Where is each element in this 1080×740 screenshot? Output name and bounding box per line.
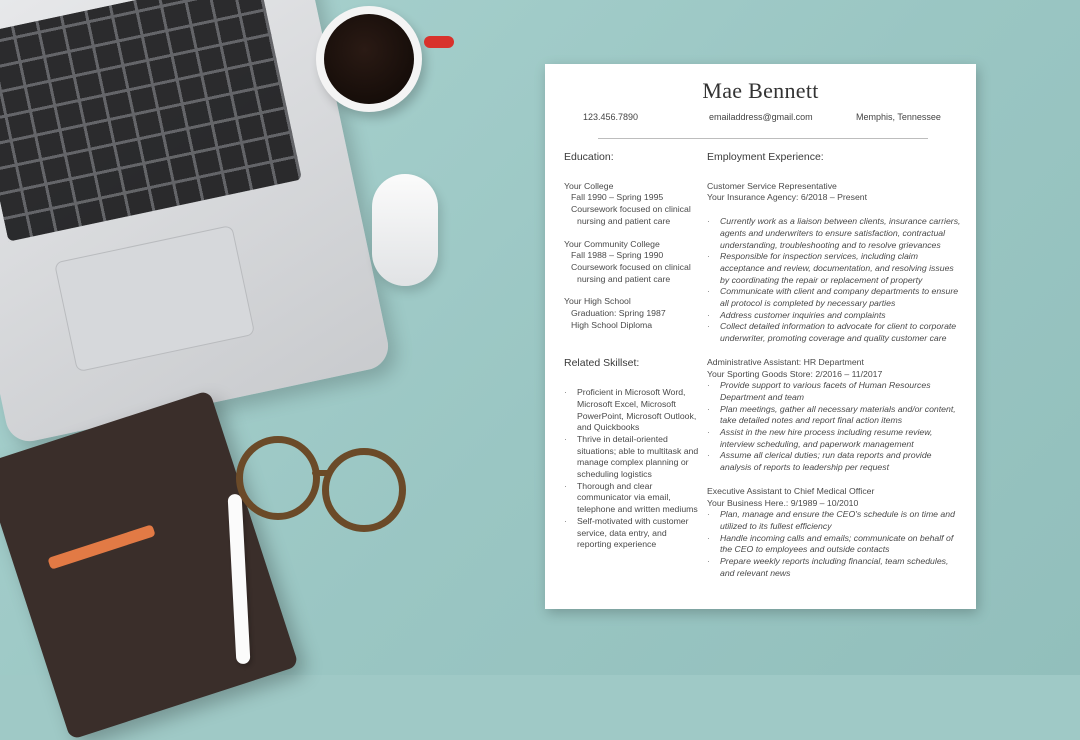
job-bullets: [707, 380, 963, 474]
glasses-bridge: [312, 470, 330, 476]
job-entry: [707, 357, 963, 474]
school-dates: Fall 1990 – Spring 1995: [571, 192, 664, 203]
right-column: [707, 152, 963, 592]
job-bullet: · Plan meetings, gather all necessary materials and/or content, take detailed notes and report final action items: [707, 404, 963, 427]
school-note: nursing and patient care: [577, 215, 671, 226]
job-bullet: · Handle incoming calls and emails; communicate on behalf of the CEO to employees and outside contacts: [707, 533, 963, 556]
skill-item: · Thrive in detail-oriented situations; able to multitask and manage complex planning or scheduling logistics: [564, 434, 699, 481]
job-bullets: [707, 509, 963, 579]
resume-name: Mae Bennett: [702, 78, 819, 103]
resume-email: emailaddress@gmail.com: [709, 112, 813, 122]
header-divider: [598, 138, 928, 139]
school-dates: Graduation: Spring 1987: [571, 308, 666, 319]
job-company: Your Business Here.: 9/1989 – 10/2010: [707, 497, 859, 508]
job-bullets: [707, 216, 963, 345]
school-note: nursing and patient care: [577, 273, 671, 284]
job-bullet: · Collect detailed information to advocate for client to corporate underwriter, promoting coverage and quality customer care: [707, 321, 963, 344]
job-company: Your Insurance Agency: 6/2018 – Present: [707, 192, 868, 203]
school-note: High School Diploma: [571, 319, 653, 330]
mouse-image: [372, 174, 438, 286]
left-column: [564, 152, 699, 551]
education-entry: [564, 181, 699, 228]
job-bullet: · Assist in the new hire process including resume review, interview scheduling, and paperwork management: [707, 427, 963, 450]
job-bullet: · Address customer inquiries and complaints: [707, 310, 963, 322]
job-entry: [707, 181, 963, 345]
school-name: Your Community College: [564, 238, 660, 249]
job-bullet: · Provide support to various facets of Human Resources Department and team: [707, 380, 963, 403]
school-note: Coursework focused on clinical: [571, 261, 691, 272]
skill-item: · Self-motivated with customer service, data entry, and reporting experience: [564, 516, 699, 551]
coffee: [324, 14, 414, 104]
glasses-right-lens: [322, 448, 406, 532]
education-heading: Education:: [564, 151, 614, 163]
resume-location: Memphis, Tennessee: [856, 112, 941, 122]
job-bullet: · Responsible for inspection services, including claim acceptance and review, documentation, and resolving issues by coordinating the repair or replacement of property: [707, 251, 963, 286]
job-bullet: · Assume all clerical duties; run data reports and provide analysis of reports to leadership per request: [707, 450, 963, 473]
job-company: Your Sporting Goods Store: 2/2016 – 11/2017: [707, 368, 883, 379]
coffee-cup-image: [316, 6, 422, 112]
job-bullet: · Prepare weekly reports including financial, team schedules, and relevant news: [707, 556, 963, 579]
job-title: Administrative Assistant: HR Department: [707, 356, 864, 367]
laptop-keyboard: [0, 0, 302, 242]
glasses-left-lens: [236, 436, 320, 520]
job-title: Executive Assistant to Chief Medical Officer: [707, 485, 875, 496]
resume-phone: 123.456.7890: [583, 112, 639, 122]
school-dates: Fall 1988 – Spring 1990: [571, 250, 664, 261]
job-bullet: · Communicate with client and company departments to ensure all protocol is completed by necessary parties: [707, 286, 963, 309]
laptop-trackpad: [54, 225, 255, 372]
skills-list: [564, 387, 699, 551]
notebook-band: [47, 524, 155, 569]
school-name: Your High School: [564, 296, 631, 307]
experience-heading: Employment Experience:: [707, 151, 824, 163]
skills-heading: Related Skillset:: [564, 357, 640, 370]
resume-document: [545, 64, 976, 609]
school-note: Coursework focused on clinical: [571, 204, 691, 215]
cup-handle: [424, 36, 454, 48]
school-name: Your College: [564, 180, 614, 191]
job-title: Customer Service Representative: [707, 180, 837, 191]
skill-item: · Thorough and clear communicator via email, telephone and written mediums: [564, 481, 699, 516]
job-entry: [707, 486, 963, 580]
job-bullet: · Plan, manage and ensure the CEO's schedule is on time and utilized to its fullest efficiency: [707, 509, 963, 532]
education-entry: [564, 239, 699, 286]
education-entry: [564, 296, 699, 331]
skill-item: · Proficient in Microsoft Word, Microsoft Excel, Microsoft PowerPoint, Microsoft Outlook, and Quickbooks: [564, 387, 699, 434]
job-bullet: · Currently work as a liaison between clients, insurance carriers, agents and underwriters to ensure satisfaction, contractual understanding, troubleshooting and to resolve grievances: [707, 216, 963, 251]
